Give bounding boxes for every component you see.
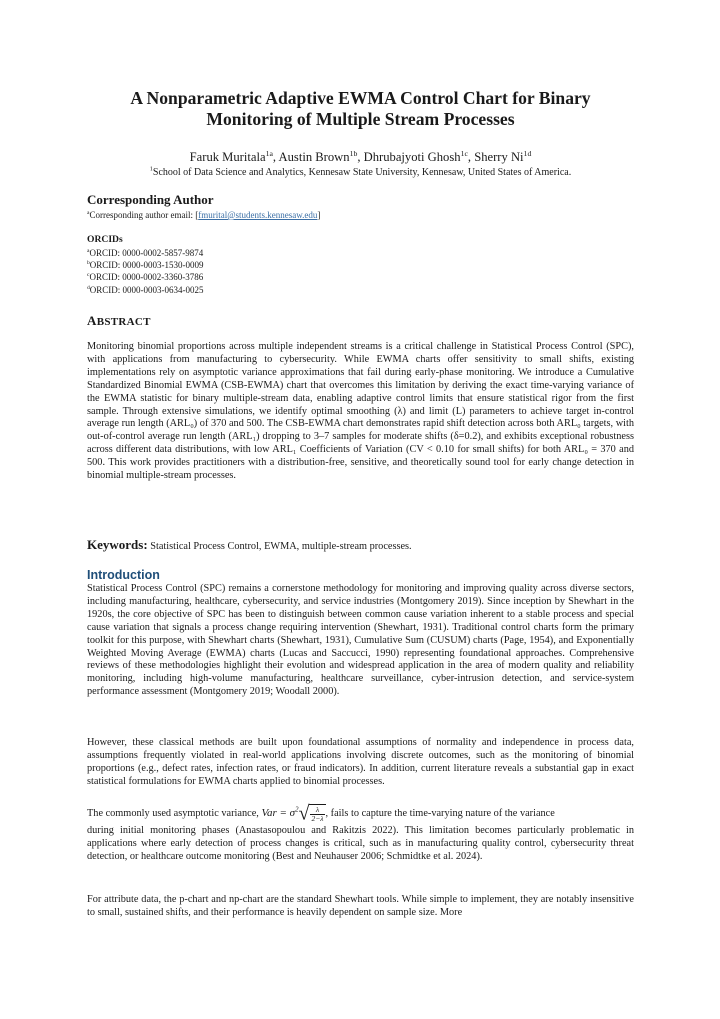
orcid-list [87,247,204,296]
sqrt-sign-icon: √ [298,802,310,825]
orcid-text: ORCID: 0000-0002-5857-9874 [89,248,204,258]
orcid-sup: d [87,284,90,291]
author-sup: 1b [349,148,358,158]
orcid-sup: a [87,248,90,254]
orcid-sup: c [87,272,90,279]
variance-formula [261,802,325,825]
formula-line-post: , fails to capture the time-varying nature of the variance [325,808,555,820]
orcid-text: ORCID: 0000-0002-3360-3786 [89,272,204,283]
formula-denominator: 2−λ [311,814,324,823]
formula-line [87,804,634,823]
introduction-heading: Introduction [87,568,160,582]
introduction-paragraph-1: Statistical Process Control (SPC) remains a cornerstone methodology for monitoring and improving quality across diverse sectors, including manufacturing, healthcare, cybersecurity, and service industries (Montgomery 2019). Since inception by Shewhart in the 1920s, the core objective of SPC has been to distinguish between common cause variation inherent to a stable process and special cause variation that signals a process change requiring intervention (Shewhart, 1931). Traditional control charts form the primary toolkit for this purpose, with Shewhart charts (Shewhart, 1931), Cumulative Sum (CUSUM) charts (Page, 1954), and Exponentially Weighted Moving Average (EWMA) charts (Lucas and Saccucci, 1990) representing foundational approaches. Comprehensive reviews of these methodologies highlight their evolution and widespread application in the area of modern quality and reliability monitoring, including high-volume manufacturing, healthcare surveillance, cyber-intrusion detection, and service-system performance assessment (Montgomery 2019; Woodall 2000). [87,583,634,698]
email-close: ] [317,210,321,220]
email-label: Corresponding author email: [ [89,210,199,220]
affiliation-text: School of Data Science and Analytics, Kennesaw State University, Kennesaw, United States of America. [152,167,572,178]
abstract-heading-rest: BSTRACT [96,316,151,328]
sqrt-body [309,804,325,823]
formula-lhs: Var = σ [261,807,296,820]
orcid-item [87,259,204,271]
orcid-text: ORCID: 0000-0003-1530-0009 [89,260,204,271]
formula-numerator: λ [310,806,324,815]
orcids-heading: ORCIDs [87,234,123,245]
keywords-text: Statistical Process Control, EWMA, multiple-stream processes. [147,541,412,552]
corresponding-author-email-line [87,209,320,221]
paper-title: A Nonparametric Adaptive EWMA Control Chart for Binary Monitoring of Multiple Stream Processes [130,88,591,129]
author-sup: 1c [460,148,468,158]
abstract-text: Monitoring binomial proportions across multiple independent streams is a critical challenge in Statistical Process Control (SPC), with applications from manufacturing to cybersecurity. While EWMA charts offer sensitivity to small shifts, existing implementations rely on asymptotic variance approximations that fail during early-phase monitoring. We introduce a Cumulative Standardized Binomial EWMA (CSB-EWMA) chart that overcomes this limitation by deriving the exact time-varying variance of the EWMA statistic for binary multiple-stream data, enabling adaptive control limits that ensure statistical rigor from the first sample. Through extensive simulations, we identify optimal smoothing (λ) and limit (L) parameters to achieve target in-control average run length (ARL₀) of 370 and 500. The CSB-EWMA chart demonstrates rapid shift detection across both ARL₀ targets, with out-of-control average run length (ARL₁) dropping to 3–7 samples for moderate shifts (δ=0.2), and exhibits exceptional robustness across different data distributions, with low ARL₁ Coefficients of Variation (CV < 0.10 for small shifts) for both ARL₀ = 370 and 500. This work provides practitioners with a distribution-free, sensitive, and theoretically sound tool for early change detection in binomial multiple-stream processes. [87,341,634,482]
introduction-paragraph-2: However, these classical methods are built upon foundational assumptions of normality and independence in process data, assumptions frequently violated in real-world applications involving discrete outcomes, such as the monitoring of binomial proportions (e.g., defect rates, infection rates, or fraud indicators). In addition, current literature reveals a substantial gap in exact statistical formulations for EWMA charts applied to binomial processes. [87,737,634,787]
orcid-text: ORCID: 0000-0003-0634-0025 [89,284,204,295]
email-sup: a [87,210,90,216]
author-name: Dhrubajyoti Ghosh [363,150,461,164]
author-name: Faruk Muritala [189,150,266,164]
formula-line-pre: The commonly used asymptotic variance, [87,808,262,820]
formula-fraction [310,806,324,823]
introduction-paragraph-2-continued: during initial monitoring phases (Anastasopoulou and Rakitzis 2022). This limitation becomes particularly problematic in applications where early detection of process changes is critical, such as in manufacturing quality control, cybersecurity threat detection, or healthcare outcome monitoring (Best and Neuhauser 2006; Schmidtke et al. 2024). [87,825,634,862]
email-link[interactable]: fmurital@students.kennesaw.edu [198,210,318,220]
affiliation-sup: 1 [149,165,153,173]
corresponding-author-heading: Corresponding Author [87,192,214,207]
author-sup: 1a [265,148,273,158]
abstract-heading-initial: A [87,313,97,328]
orcid-item [87,247,204,259]
affiliation [87,166,634,179]
orcid-sup: b [87,260,90,267]
author-name: Austin Brown [278,150,350,164]
author-list: Faruk Muritala$^{1a}$, Austin Brown$^{1b}$, Dhrubajyoti Ghosh$^{1c}$, Sherry $Ni^{1d}$ [189,148,532,164]
author-sup: 1d [523,148,532,158]
introduction-paragraph-3: For attribute data, the p-chart and np-chart are the standard Shewhart tools. While simple to implement, they are notably insensitive to small, sustained shifts, and their performance is heavily dependent on sample size. More [87,894,634,918]
author-name: Sherry Ni [474,150,524,164]
formula-exponent: 2 [295,806,299,814]
orcid-item [87,284,204,296]
abstract-heading [87,314,151,329]
keywords-label: Keywords: [87,537,148,552]
orcid-item [87,271,204,283]
keywords-line [87,538,634,554]
